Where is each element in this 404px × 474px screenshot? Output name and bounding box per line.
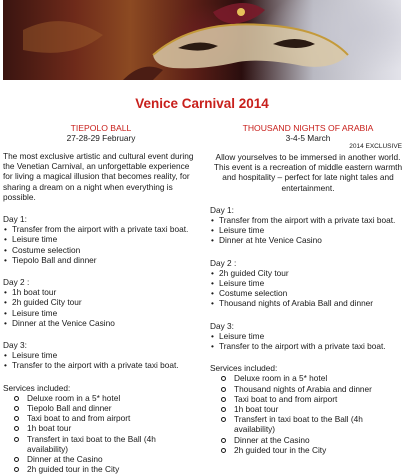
day-title: Day 3: (210, 320, 234, 331)
event-name: THOUSAND NIGHTS OF ARABIA (242, 123, 374, 133)
list-item: • Transfer to the airport with a private taxi boat. (3, 360, 199, 370)
services-title: Services included: (3, 382, 71, 393)
event-intro: Allow yourselves to be immersed in another world. This event is a recreation of middle eastern warmth and hospitality – perfect for late night tales and entertainment. (213, 152, 403, 193)
itinerary-day-2 (210, 258, 404, 309)
list-item: Deluxe room in a 5* hotel (3, 393, 199, 403)
day-item-list (210, 215, 404, 246)
event-dates: 27-28-29 February (66, 133, 136, 143)
list-item: • Leisure time (3, 234, 199, 244)
event-dates: 3-4-5 March (285, 133, 331, 143)
services-list (3, 393, 199, 474)
list-item: Transfert in taxi boat to the Ball (4h availability) (3, 434, 199, 454)
list-item: • Costume selection (210, 288, 404, 298)
list-item: Thousand nights of Arabia and dinner (210, 384, 404, 394)
list-item: • Costume selection (3, 245, 199, 255)
day-item-list (210, 268, 404, 309)
event-column-arabia (210, 123, 404, 455)
list-item: • Dinner at the Venice Casino (3, 318, 199, 328)
list-item: • Leisure time (210, 278, 404, 288)
itinerary-day-1 (3, 214, 199, 265)
event-intro: The most exclusive artistic and cultural event during the Venetian Carnival, an unforgettable experience for living a magical illusion that becomes reality, for sharing a dream on a night when everything is possible. (3, 151, 194, 202)
list-item: Taxi boat to and from airport (210, 394, 404, 404)
list-item: Dinner at the Casino (210, 435, 404, 445)
list-item: Dinner at the Casino (3, 454, 199, 464)
list-item: • Tiepolo Ball and dinner (3, 255, 199, 265)
itinerary-day-3 (3, 340, 199, 371)
services-included (3, 383, 199, 474)
list-item: 1h boat tour (210, 404, 404, 414)
list-item: Taxi boat to and from airport (3, 413, 199, 423)
list-item: • Leisure time (210, 225, 404, 235)
list-item: • 2h guided City tour (210, 268, 404, 278)
services-included (210, 363, 404, 455)
itinerary-day-1 (210, 205, 404, 246)
list-item: • 2h guided City tour (3, 297, 199, 307)
event-name: TIEPOLO BALL (70, 123, 132, 133)
services-title: Services included: (210, 363, 278, 374)
event-column-tiepolo (3, 123, 199, 474)
list-item: • Transfer from the airport with a private taxi boat. (3, 224, 199, 234)
exclusive-badge: 2014 EXCLUSIVE (349, 143, 402, 150)
list-item: 2h guided tour in the City (3, 464, 199, 474)
carnival-mask-illustration (3, 0, 401, 80)
day-title: Day 1: (3, 214, 27, 225)
list-item: • Dinner at hte Venice Casino (210, 235, 404, 245)
day-item-list (3, 350, 199, 370)
page-title: Venice Carnival 2014 (135, 96, 269, 111)
day-item-list (3, 224, 199, 265)
list-item: • Thousand nights of Arabia Ball and dinner (210, 298, 404, 308)
list-item: Transfert in taxi boat to the Ball (4h availability) (210, 414, 404, 434)
list-item: 1h boat tour (3, 423, 199, 433)
carnival-mask-banner (3, 0, 401, 80)
day-title: Day 2 : (3, 277, 30, 288)
list-item: • 1h boat tour (3, 287, 199, 297)
list-item: • Leisure time (3, 308, 199, 318)
day-item-list (3, 287, 199, 328)
day-item-list (210, 331, 404, 351)
list-item: Deluxe room in a 5* hotel (210, 373, 404, 383)
itinerary-day-3 (210, 321, 404, 352)
day-title: Day 2 : (210, 257, 237, 268)
itinerary-day-2 (3, 277, 199, 328)
list-item: Tiepolo Ball and dinner (3, 403, 199, 413)
services-list (210, 373, 404, 455)
day-title: Day 3: (3, 340, 27, 351)
list-item: • Leisure time (3, 350, 199, 360)
list-item: • Leisure time (210, 331, 404, 341)
list-item: • Transfer from the airport with a private taxi boat. (210, 215, 404, 225)
list-item: 2h guided tour in the City (210, 445, 404, 455)
list-item: • Transfer to the airport with a private taxi boat. (210, 341, 404, 351)
day-title: Day 1: (210, 204, 234, 215)
